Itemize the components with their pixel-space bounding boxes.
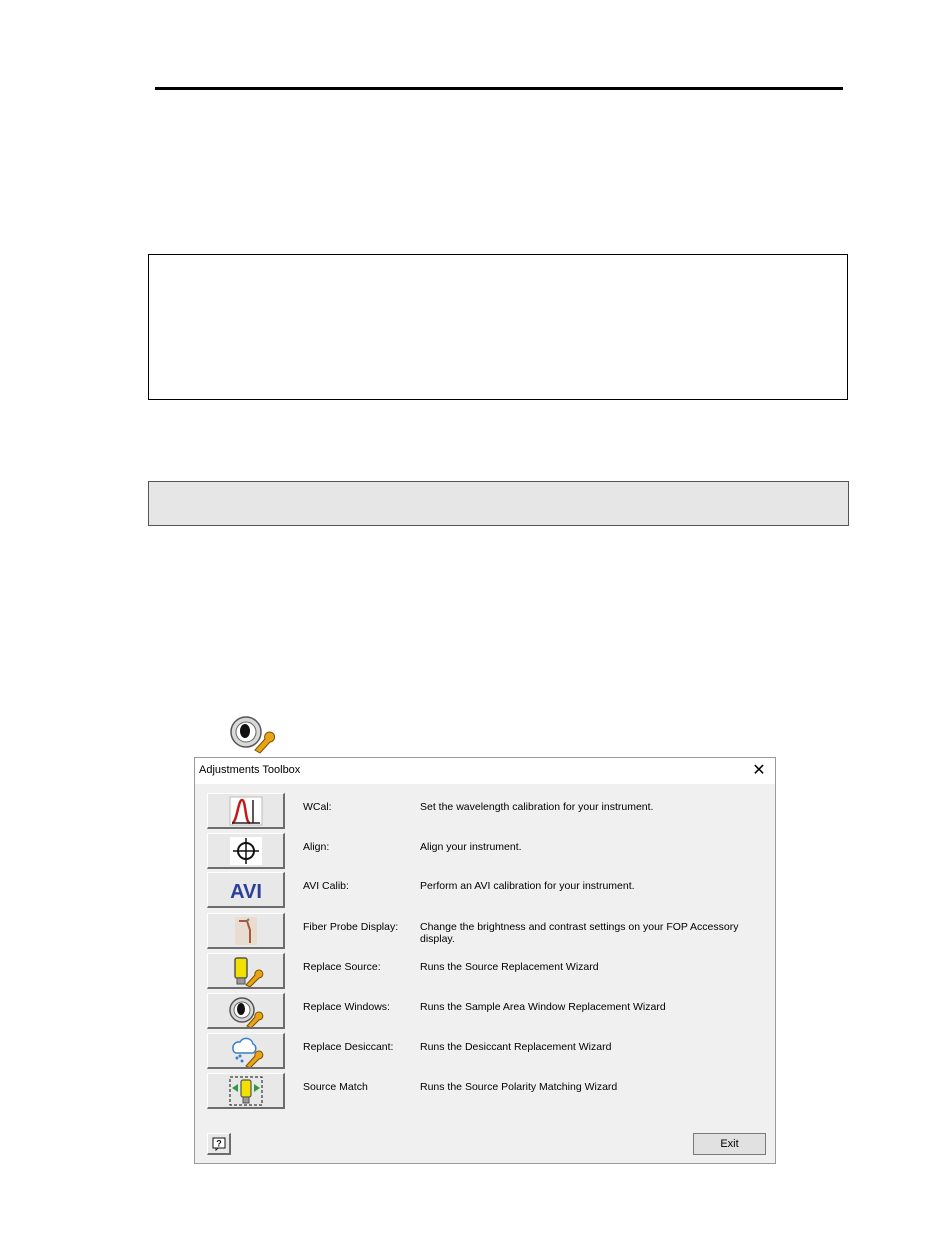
tool-desc-align: Align your instrument. [420,841,522,853]
tool-row-replace-source [195,953,775,991]
replace-source-button[interactable] [207,953,285,989]
tool-desc-replace-desiccant: Runs the Desiccant Replacement Wizard [420,1041,612,1053]
replace-windows-button[interactable] [207,993,285,1029]
align-button[interactable] [207,833,285,869]
tool-row-wcal [195,793,775,831]
shaded-note-box [148,481,849,526]
fiber-probe-icon [229,916,263,946]
replace-desiccant-icon [228,1035,264,1067]
bordered-text-box [148,254,848,400]
adjustments-toolbox-dialog [194,757,776,1164]
tool-desc-replace-source: Runs the Source Replacement Wizard [420,961,599,973]
tool-name-replace-windows: Replace Windows: [303,1001,390,1013]
source-match-button[interactable] [207,1073,285,1109]
tool-name-align: Align: [303,841,330,853]
exit-button[interactable]: Exit [693,1133,766,1155]
help-icon [212,1137,226,1151]
tool-row-source-match [195,1073,775,1111]
tool-name-source-match: Source Match [303,1081,368,1093]
tool-name-wcal: WCal: [303,801,332,813]
svg-text:?: ? [215,1138,222,1148]
tool-row-replace-desiccant [195,1033,775,1071]
replace-windows-toolbar-icon [229,714,275,754]
replace-windows-icon [228,995,264,1027]
tool-desc-replace-windows: Runs the Sample Area Window Replacement Wizard [420,1001,666,1013]
header-rule [155,87,843,90]
tool-desc-fiber-probe: Change the brightness and contrast settings on your FOP Accessory display. [420,921,739,945]
replace-source-icon [228,955,264,987]
tool-row-fiber-probe [195,913,775,951]
svg-text:AVI: AVI [229,880,262,903]
tool-desc-wcal: Set the wavelength calibration for your instrument. [420,801,654,813]
dialog-title: Adjustments Toolbox [199,764,301,776]
fiber-probe-display-button[interactable] [207,913,285,949]
tool-name-avi-calib: AVI Calib: [303,880,349,892]
tool-row-align [195,833,775,871]
source-match-icon [228,1075,264,1107]
tool-desc-avi-calib: Perform an AVI calibration for your instrument. [420,880,635,892]
tool-name-replace-desiccant: Replace Desiccant: [303,1041,394,1053]
wcal-icon [229,796,263,826]
align-crosshair-icon [229,836,263,866]
tool-row-avi-calib [195,872,775,910]
replace-desiccant-button[interactable] [207,1033,285,1069]
wcal-button[interactable] [207,793,285,829]
avi-calib-button[interactable] [207,872,285,908]
close-icon[interactable]: ✕ [752,762,766,779]
help-button[interactable] [207,1133,231,1155]
tool-name-fiber-probe: Fiber Probe Display: [303,921,399,933]
tool-desc-source-match: Runs the Source Polarity Matching Wizard [420,1081,618,1093]
avi-icon [226,875,266,905]
tool-name-replace-source: Replace Source: [303,961,381,973]
dialog-titlebar [195,758,775,784]
tool-row-replace-windows [195,993,775,1031]
